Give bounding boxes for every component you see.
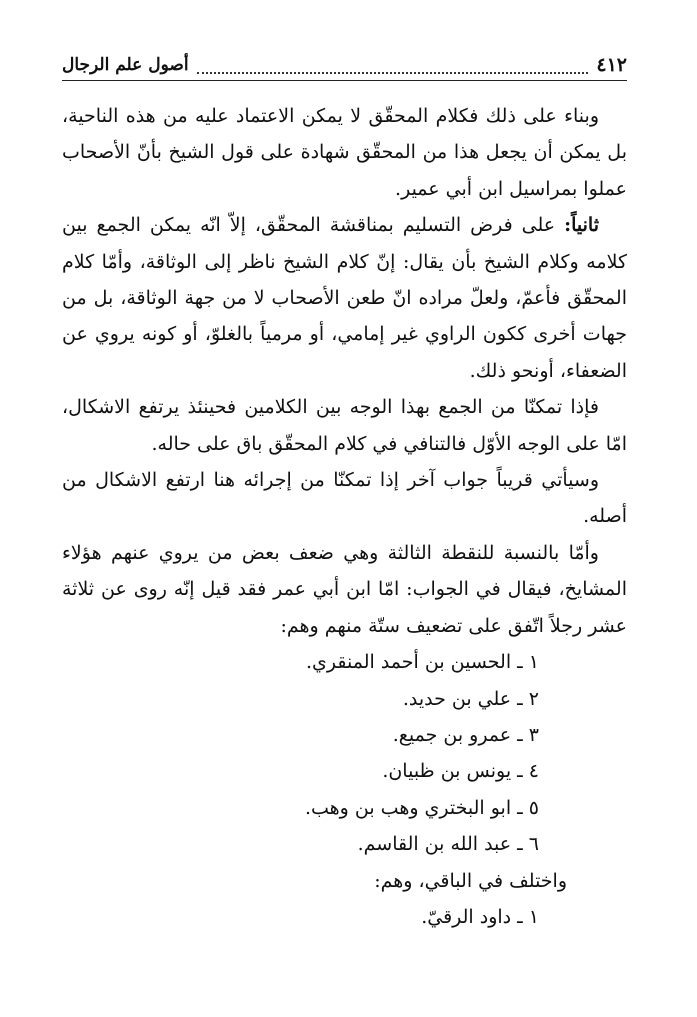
disputed-narrator-item: ١ ـ داود الرقيّ.: [421, 905, 539, 928]
disputed-intro: واختلف في الباقي، وهم:: [374, 869, 567, 892]
page-number: ٤١٢: [596, 54, 627, 76]
paragraph-third-point: وأمّا بالنسبة للنقطة الثالثة وهي ضعف بعض من يروي عنهم هؤلاء المشايخ، فيقال في الجواب: امّا ابن أبي عمر فقد قيل إنّه روى عن ثلاثة عشر رجلاً اتّفق على تضعيف ستّة منهم وهم:: [62, 541, 627, 637]
weak-narrator-item: ٢ ـ علي بن حديد.: [402, 687, 539, 710]
weak-narrator-item: ٦ ـ عبد الله بن القاسم.: [357, 833, 539, 856]
header-dot-leader: [197, 60, 589, 74]
weak-narrator-item: ٣ ـ عمرو بن جميع.: [392, 723, 539, 746]
weak-narrator-item: ٤ ـ يونس بن ظبيان.: [382, 760, 539, 783]
paragraph-other-answer: وسيأتي قريباً جواب آخر إذا تمكنّا من إجرائه هنا ارتفع الاشكال من أصله.: [62, 469, 627, 528]
weak-narrator-item: ١ ـ الحسين بن أحمد المنقري.: [306, 651, 539, 674]
paragraph-second-point: [62, 207, 627, 389]
second-point-lead: ثانياً:: [564, 214, 599, 237]
page-body: [62, 98, 627, 935]
second-point-text: على فرض التسليم بمناقشة المحقّق، إلاّ انّه يمكن الجمع بين كلامه وكلام الشيخ بأن يقال: إنّ كلام الشيخ ناظر إلى الوثاقة، وأمّا كلام المحقّق فأعمّ، ولعلّ مراده انّ طعن الأصحاب لا من جهة الوثاقة، بل من جهات أخرى ككون الراوي غير إمامي، أو مرمياً بالغلوّ، أو كونه يروي عن الضعفاء، أونحو ذلك.: [62, 214, 627, 382]
page-header: [62, 50, 627, 81]
running-title: أصول علم الرجال: [62, 55, 189, 75]
paragraph-conclusion: وبناء على ذلك فكلام المحقّق لا يمكن الاعتماد عليه من هذه الناحية، بل يمكن أن يجعل هذا من المحقّق شهادة على قول الشيخ بأنّ الأصحاب عملوا بمراسيل ابن أبي عمير.: [62, 105, 627, 200]
paragraph-combination: فإذا تمكنّا من الجمع بهذا الوجه بين الكلامين فحينئذ يرتفع الاشكال، امّا على الوجه الأوّل فالتنافي في كلام المحقّق باق على حاله.: [62, 396, 627, 455]
weak-narrator-item: ٥ ـ ابو البختري وهب بن وهب.: [304, 796, 539, 819]
